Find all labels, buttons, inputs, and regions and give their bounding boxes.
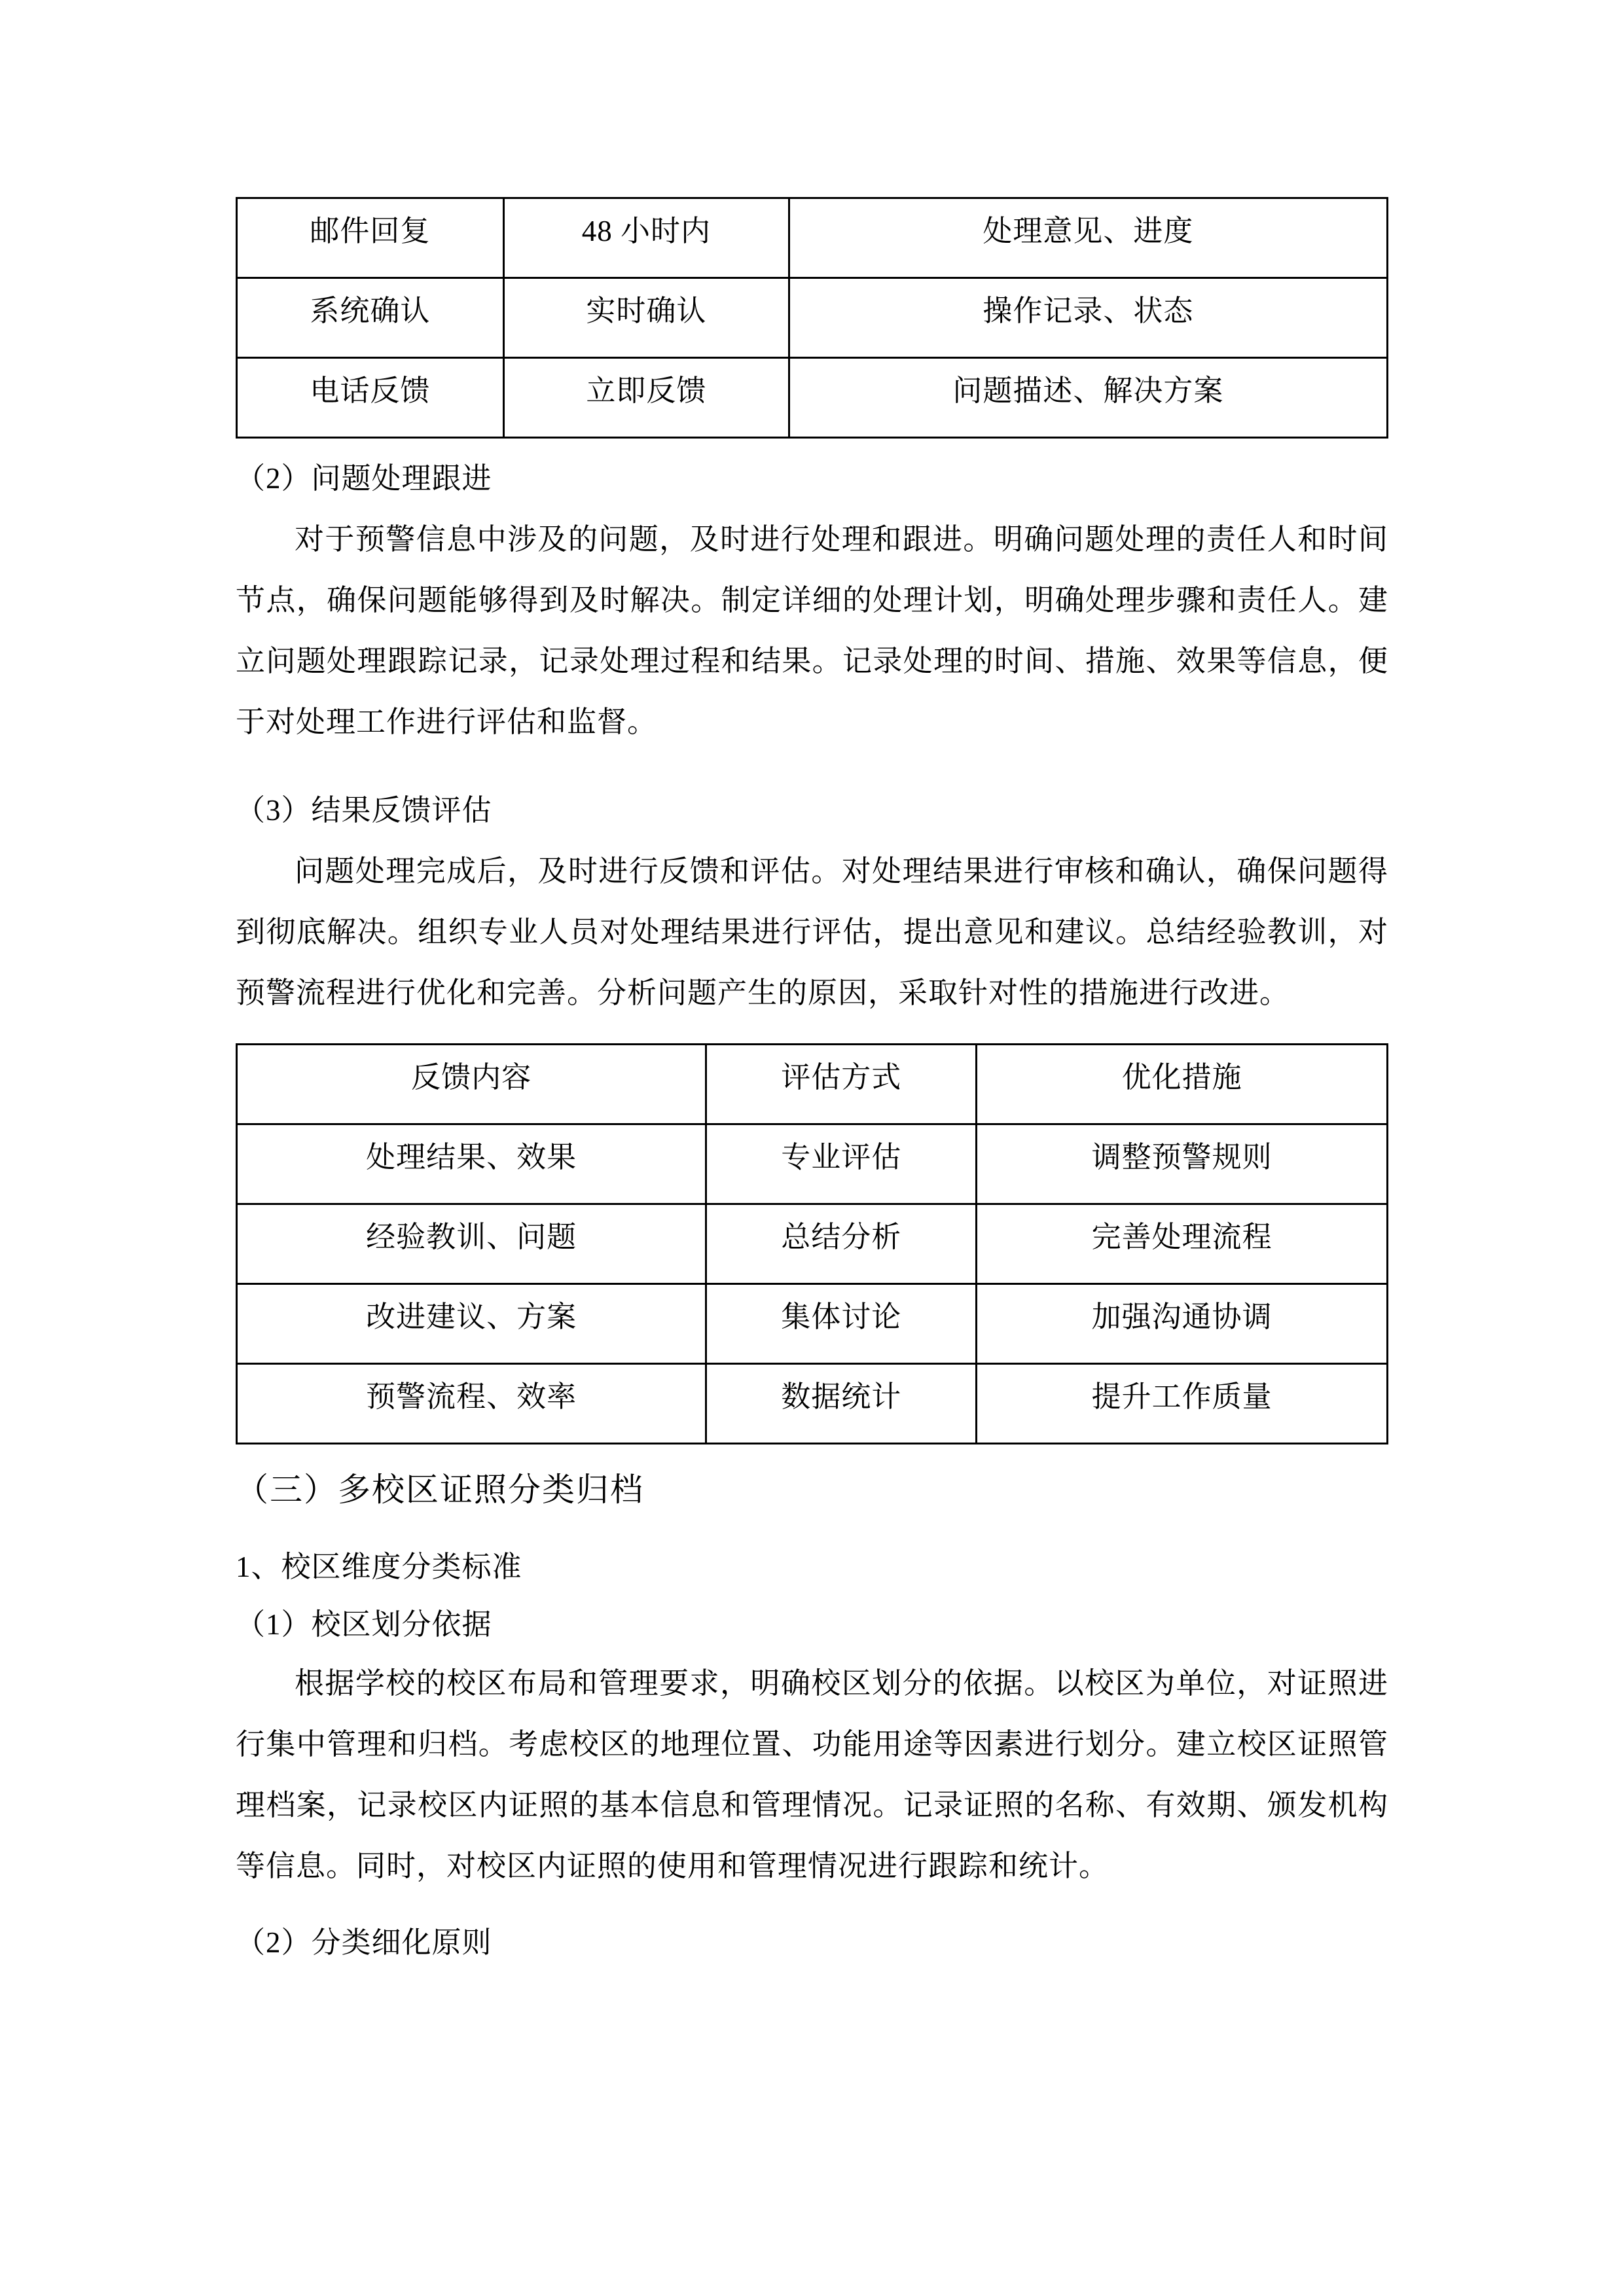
subsection-1-title: 1、校区维度分类标准 — [236, 1551, 522, 1583]
table-cell: 集体讨论 — [706, 1284, 977, 1364]
table-header-cell: 优化措施 — [977, 1045, 1388, 1124]
table-cell: 邮件回复 — [237, 198, 504, 278]
table-cell: 提升工作质量 — [977, 1364, 1388, 1444]
table-cell: 改进建议、方案 — [237, 1284, 706, 1364]
table-cell: 系统确认 — [237, 278, 504, 358]
table-cell: 专业评估 — [706, 1124, 977, 1204]
table-row — [237, 358, 1388, 438]
table-row — [237, 1364, 1388, 1444]
table-header-row — [237, 1045, 1388, 1124]
table-cell: 48 小时内 — [503, 198, 789, 278]
section-2-paragraph: 对于预警信息中涉及的问题，及时进行处理和跟进。明确问题处理的责任人和时间节点，确保问题能够得到及时解决。制定详细的处理计划，明确处理步骤和责任人。建立问题处理跟踪记录，记录处理过程和结果。记录处理的时间、措施、效果等信息，便于对处理工作进行评估和监督。 — [236, 523, 1388, 738]
table-cell: 操作记录、状态 — [789, 278, 1387, 358]
section-heading-3: （3）结果反馈评估 — [236, 794, 492, 827]
table-cell: 处理结果、效果 — [237, 1124, 706, 1204]
table-cell: 加强沟通协调 — [977, 1284, 1388, 1364]
table-row — [237, 1124, 1388, 1204]
table-row — [237, 198, 1388, 278]
subsection-1-1-paragraph: 根据学校的校区布局和管理要求，明确校区划分的依据。以校区为单位，对证照进行集中管理和归档。考虑校区的地理位置、功能用途等因素进行划分。建立校区证照管理档案，记录校区内证照的基本信息和管理情况。记录证照的名称、有效期、颁发机构等信息。同时，对校区内证照的使用和管理情况进行跟踪和统计。 — [236, 1667, 1388, 1882]
table-cell: 经验教训、问题 — [237, 1204, 706, 1284]
section-heading-three: （三）多校区证照分类归档 — [236, 1471, 644, 1508]
subsection-1-2-title: （2）分类细化原则 — [236, 1926, 492, 1959]
table-cell: 电话反馈 — [237, 358, 504, 438]
table-cell: 调整预警规则 — [977, 1124, 1388, 1204]
table-cell: 实时确认 — [503, 278, 789, 358]
table-cell: 数据统计 — [706, 1364, 977, 1444]
feedback-channels-table — [236, 197, 1388, 439]
table-header-cell: 反馈内容 — [237, 1045, 706, 1124]
table-header-cell: 评估方式 — [706, 1045, 977, 1124]
table-cell: 预警流程、效率 — [237, 1364, 706, 1444]
table-cell: 问题描述、解决方案 — [789, 358, 1387, 438]
section-heading-2: （2）问题处理跟进 — [236, 462, 492, 495]
subsection-1-1-title: （1）校区划分依据 — [236, 1608, 492, 1641]
table-cell: 立即反馈 — [503, 358, 789, 438]
table-row — [237, 1204, 1388, 1284]
page-content — [236, 0, 1388, 1971]
table-row — [237, 278, 1388, 358]
table-cell: 处理意见、进度 — [789, 198, 1387, 278]
table-row — [237, 1284, 1388, 1364]
section-3-paragraph: 问题处理完成后，及时进行反馈和评估。对处理结果进行审核和确认，确保问题得到彻底解决。组织专业人员对处理结果进行评估，提出意见和建议。总结经验教训，对预警流程进行优化和完善。分析问题产生的原因，采取针对性的措施进行改进。 — [236, 855, 1388, 1009]
table-cell: 总结分析 — [706, 1204, 977, 1284]
feedback-evaluation-table — [236, 1043, 1388, 1444]
table-cell: 完善处理流程 — [977, 1204, 1388, 1284]
